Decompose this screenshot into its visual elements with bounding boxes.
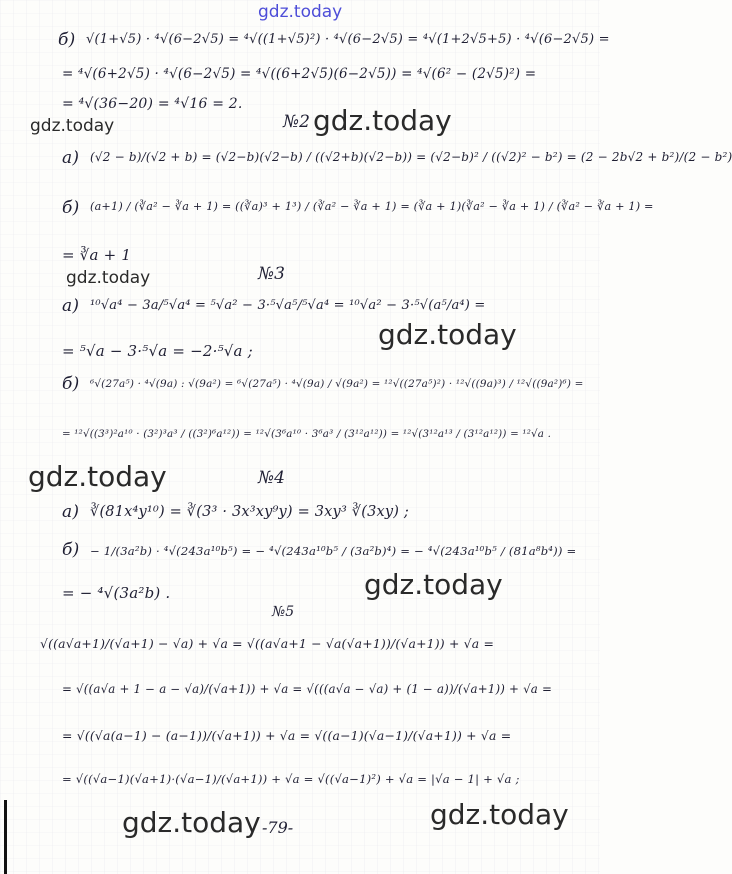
watermark-5: gdz.today	[28, 460, 167, 493]
p3-b-line2: = ¹²√((3³)²a¹⁰ · (3²)³a³ / ((3²)⁶a¹²)) = ¹²√(3⁶a¹⁰ · 3⁶a³ / (3¹²a¹²)) = ¹²√(3¹²a¹³ / (3¹²a¹²)) = ¹²√a .	[62, 428, 552, 440]
p1-line1: √(1+√5) · ⁴√(6−2√5) = ⁴√((1+√5)²) · ⁴√(6−2√5) = ⁴√(1+2√5+5) · ⁴√(6−2√5) =	[86, 32, 610, 47]
p2-b-line2: = ∛a + 1	[62, 246, 132, 264]
watermark-7: gdz.today	[430, 798, 569, 831]
watermark-4: gdz.today	[378, 318, 517, 351]
p2-number: №2	[283, 112, 310, 132]
p4-b-label: б)	[62, 540, 80, 560]
p2-a-line: (√2 − b)/(√2 + b) = (√2−b)(√2−b) / ((√2+b)(√2−b)) = (√2−b)² / ((√2)² − b²) = (2 − 2b√2 + b²)/(2 − b²)	[90, 150, 732, 164]
p3-a-label: а)	[62, 296, 80, 316]
p5-line4: = √((√a−1)(√a+1)·(√a−1)/(√a+1)) + √a = √((√a−1)²) + √a = |√a − 1| + √a ;	[62, 772, 520, 786]
p4-a-label: а)	[62, 502, 80, 522]
page-edge-line	[4, 800, 7, 874]
p5-line3: = √((√a(a−1) − (a−1))/(√a+1)) + √a = √((a−1)(√a−1)/(√a+1)) + √a =	[62, 728, 512, 743]
p3-b-label: б)	[62, 374, 80, 394]
p5-number: №5	[272, 604, 295, 620]
p1-line3: = ⁴√(36−20) = ⁴√16 = 2.	[62, 96, 243, 112]
p1-line2: = ⁴√(6+2√5) · ⁴√(6−2√5) = ⁴√((6+2√5)(6−2√5)) = ⁴√(6² − (2√5)²) =	[62, 66, 537, 82]
watermark-3: gdz.today	[66, 268, 151, 288]
watermark-6: gdz.today	[364, 568, 503, 601]
p2-a-label: а)	[62, 148, 80, 168]
p4-number: №4	[258, 468, 285, 488]
p2-b-line: (a+1) / (∛a² − ∛a + 1) = ((∛a)³ + 1³) / (∛a² − ∛a + 1) = (∛a + 1)(∛a² − ∛a + 1) / (∛a² − ∛a + 1) =	[90, 200, 654, 213]
p5-line1: √((a√a+1)/(√a+1) − √a) + √a = √((a√a+1 − √a(√a+1))/(√a+1)) + √a =	[40, 636, 495, 651]
p3-number: №3	[258, 264, 285, 284]
p5-line2: = √((a√a + 1 − a − √a)/(√a+1)) + √a = √(((a√a − √a) + (1 − a))/(√a+1)) + √a =	[62, 682, 553, 696]
p4-b-line: − 1/(3a²b) · ⁴√(243a¹⁰b⁵) = − ⁴√(243a¹⁰b⁵ / (3a²b)⁴) = − ⁴√(243a¹⁰b⁵ / (81a⁸b⁴)) =	[90, 544, 577, 558]
watermark-top: gdz.today	[258, 2, 343, 22]
watermark-2: gdz.today	[313, 104, 452, 137]
p3-b-line: ⁶√(27a⁵) · ⁴√(9a) : √(9a²) = ⁶√(27a⁵) · ⁴√(9a) / √(9a²) = ¹²√((27a⁵)²) · ¹²√((9a)³) / ¹²√((9a²)⁶) =	[90, 378, 584, 390]
p4-b-line2: = − ⁴√(3a²b) .	[62, 584, 171, 602]
p2-b-label: б)	[62, 198, 80, 218]
page-number: -79-	[262, 818, 294, 837]
p3-a-line: ¹⁰√a⁴ − 3a/⁵√a⁴ = ⁵√a² − 3·⁵√a⁵/⁵√a⁴ = ¹⁰√a² − 3·⁵√(a⁵/a⁴) =	[90, 298, 486, 313]
p4-a-line: ∛(81x⁴y¹⁰) = ∛(3³ · 3x³xy⁹y) = 3xy³ ∛(3xy) ;	[90, 504, 410, 520]
watermark-8: gdz.today	[122, 806, 261, 839]
p3-a-line2: = ⁵√a − 3·⁵√a = −2·⁵√a ;	[62, 342, 253, 360]
p1-b-label: б)	[58, 30, 76, 50]
watermark-1: gdz.today	[30, 116, 115, 136]
